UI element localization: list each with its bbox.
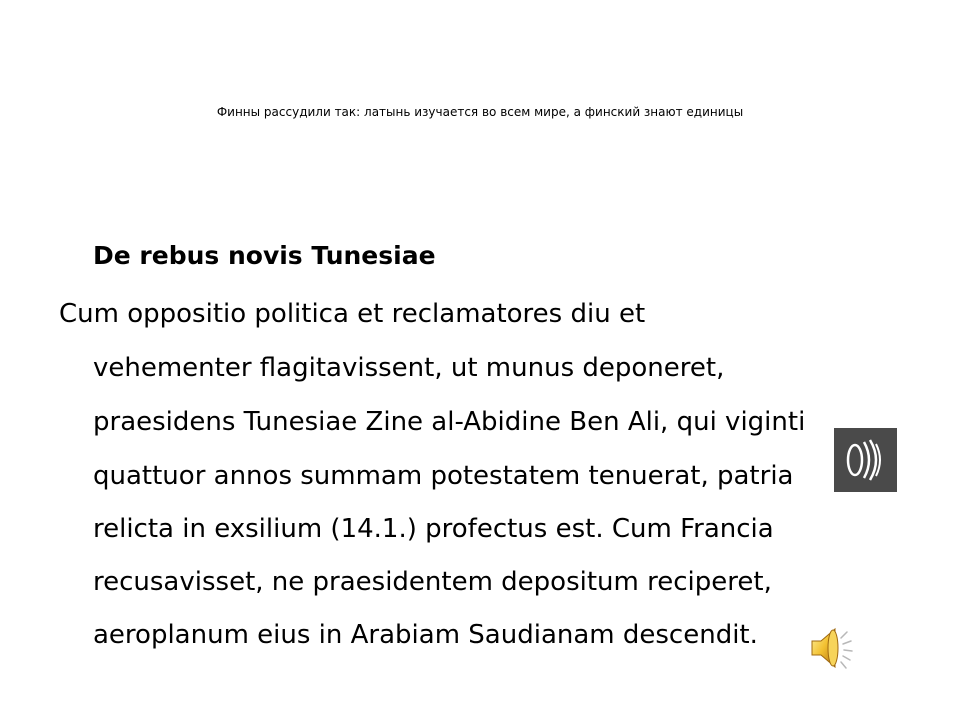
body-line: quattuor annos summam potestatem tenuerat, patria — [93, 461, 794, 491]
body-line: relicta in exsilium (14.1.) profectus est. Cum Francia — [93, 514, 774, 544]
body-line: praesidens Tunesiae Zine al-Abidine Ben Ali, qui viginti — [93, 407, 806, 437]
body-line: recusavisset, ne praesidentem depositum reciperet, — [93, 567, 772, 597]
body-line: vehementer flagitavissent, ut munus deponeret, — [93, 353, 725, 383]
body-line: aeroplanum eius in Arabiam Saudianam descendit. — [93, 620, 758, 650]
film-playback-icon[interactable] — [834, 428, 897, 492]
slide-heading: De rebus novis Tunesiae — [93, 241, 436, 270]
body-line: Cum oppositio politica et reclamatores diu et — [59, 299, 646, 329]
speaker-sound-icon[interactable] — [808, 624, 856, 672]
slide-subtitle: Финны рассудили так: латынь изучается во всем мире, а финский знают единицы — [216, 105, 744, 119]
